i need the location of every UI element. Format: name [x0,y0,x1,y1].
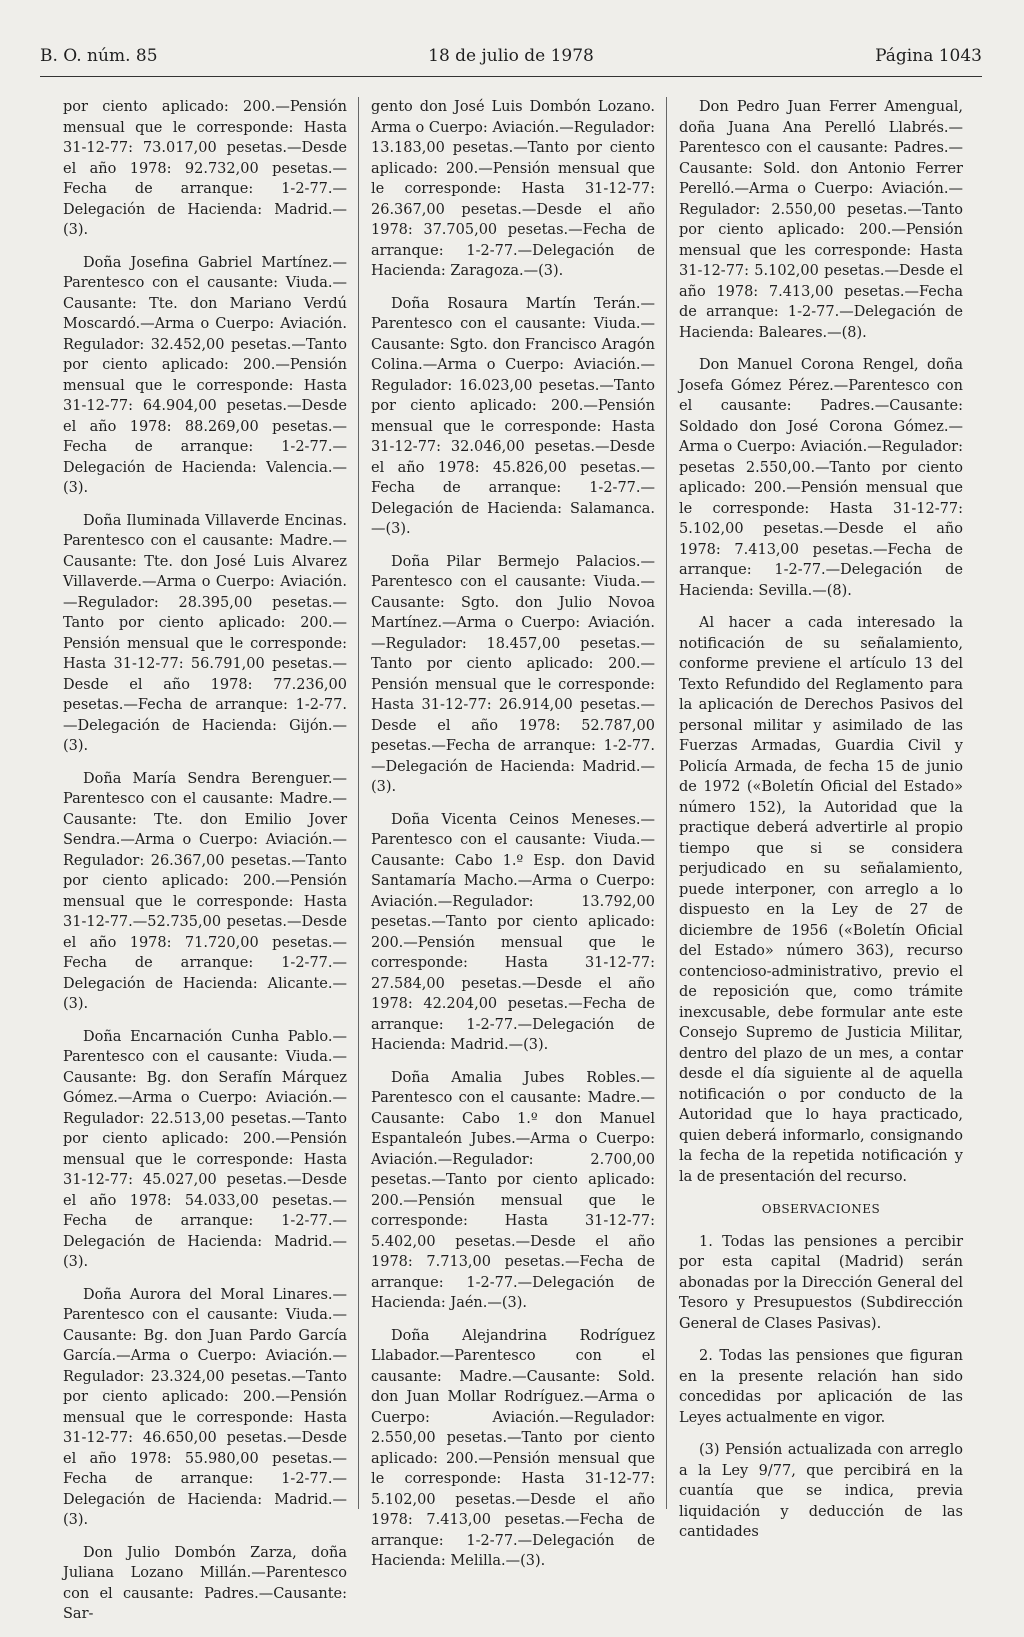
column-divider [358,97,359,1509]
text-column-1 [63,97,347,1637]
header-rule [40,76,982,77]
observation-item: 2. Todas las pensiones que figuran en la presente relación han sido concedidas por aplicación de las Leyes actualmente en vigor. [679,1348,963,1426]
paragraph: Doña Josefina Gabriel Martínez.—Parentesco con el causante: Viuda.—Causante: Tte. don Mariano Verdú Moscardó.—Arma o Cuerpo: Aviación. Regulador: 32.452,00 pesetas.—Tanto por ciento aplicado: 200.—Pensión mensual que le corresponde: Hasta 31-12-77: 64.904,00 pesetas.—Desde el año 1978: 88.269,00 pesetas.—Fecha de arranque: 1-2-77.—Delegación de Hacienda: Valencia.—(3). [63,254,347,496]
paragraph: por ciento aplicado: 200.—Pensión mensual que le corresponde: Hasta 31-12-77: 73.017,00 pesetas.—Desde el año 1978: 92.732,00 pesetas.—Fecha de arranque: 1-2-77.—Delegación de Hacienda: Madrid.—(3). [63,99,347,238]
paragraph: Al hacer a cada interesado la notificación de su señalamiento, conforme previene el artículo 13 del Texto Refundido del Reglamento para la aplicación de Derechos Pasivos del personal militar y asimilado de las Fuerzas Armadas, Guardia Civil y Policía Armada, de fecha 15 de junio de 1972 («Boletín Oficial del Estado» número 152), la Autoridad que la practique deberá advertirle al propio tiempo que si se considera perjudicado en su señalamiento, puede interponer, con arreglo a lo dispuesto en la Ley de 27 de diciembre de 1956 («Boletín Oficial del Estado» número 363), recurso contencioso-administrativo, previo el de reposición que, como trámite inexcusable, debe formular ante este Consejo Supremo de Justicia Militar, dentro del plazo de un mes, a contar desde el día siguiente al de aquella notificación o por conducto de la Autoridad que lo haya practicado, quien deberá informarlo, consignando la fecha de la repetida notificación y la de presentación del recurso. [679,615,963,1185]
observation-item: (3) Pensión actualizada con arreglo a la Ley 9/77, que percibirá en la cuantía que se indica, previa liquidación y deducción de las cantidades [679,1442,963,1540]
paragraph: gento don José Luis Dombón Lozano. Arma o Cuerpo: Aviación.—Regulador: 13.183,00 pesetas.—Tanto por ciento aplicado: 200.—Pensión mensual que le corresponde: Hasta 31-12-77: 26.367,00 pesetas.—Desde el año 1978: 37.705,00 pesetas.—Fecha de arranque: 1-2-77.—Delegación de Hacienda: Zaragoza.—(3). [371,99,655,279]
paragraph: Don Pedro Juan Ferrer Amengual, doña Juana Ana Perelló Llabrés.—Parentesco con el causante: Padres.—Causante: Sold. don Antonio Ferrer Perelló.—Arma o Cuerpo: Aviación.—Regulador: 2.550,00 pesetas.—Tanto por ciento aplicado: 200.—Pensión mensual que les corresponde: Hasta 31-12-77: 5.102,00 pesetas.—Desde el año 1978: 7.413,00 pesetas.—Fecha de arranque: 1-2-77.—Delegación de Hacienda: Baleares.—(8). [679,99,963,341]
issue-number: B. O. núm. 85 [40,46,158,66]
page-number: Página 1043 [875,46,982,66]
paragraph: Doña Aurora del Moral Linares.—Parentesco con el causante: Viuda.—Causante: Bg. don Juan Pardo García García.—Arma o Cuerpo: Aviación.—Regulador: 23.324,00 pesetas.—Tanto por ciento aplicado: 200.—Pensión mensual que le corresponde: Hasta 31-12-77: 46.650,00 pesetas.—Desde el año 1978: 55.980,00 pesetas.—Fecha de arranque: 1-2-77.—Delegación de Hacienda: Madrid.—(3). [63,1286,347,1528]
paragraph: Don Manuel Corona Rengel, doña Josefa Gómez Pérez.—Parentesco con el causante: Padres.—Causante: Soldado don José Corona Gómez.—Arma o Cuerpo: Aviación.—Regulador: pesetas 2.550,00.—Tanto por ciento aplicado: 200.—Pensión mensual que le corresponde: Hasta 31-12-77: 5.102,00 pesetas.—Desde el año 1978: 7.413,00 pesetas.—Fecha de arranque: 1-2-77.—Delegación de Hacienda: Sevilla.—(8). [679,357,963,599]
paragraph: Don Julio Dombón Zarza, doña Juliana Lozano Millán.—Parentesco con el causante: Padres.—Causante: Sar- [63,1544,347,1622]
text-column-3 [679,97,963,1555]
paragraph: Doña Encarnación Cunha Pablo.—Parentesco con el causante: Viuda.—Causante: Bg. don Serafín Márquez Gómez.—Arma o Cuerpo: Aviación.—Regulador: 22.513,00 pesetas.—Tanto por ciento aplicado: 200.—Pensión mensual que le corresponde: Hasta 31-12-77: 45.027,00 pesetas.—Desde el año 1978: 54.033,00 pesetas.—Fecha de arranque: 1-2-77.—Delegación de Hacienda: Madrid.—(3). [63,1028,347,1270]
paragraph: Doña María Sendra Berenguer.—Parentesco con el causante: Madre.—Causante: Tte. don Emilio Jover Sendra.—Arma o Cuerpo: Aviación.—Regulador: 26.367,00 pesetas.—Tanto por ciento aplicado: 200.—Pensión mensual que le corresponde: Hasta 31-12-77.—52.735,00 pesetas.—Desde el año 1978: 71.720,00 pesetas.—Fecha de arranque: 1-2-77.—Delegación de Hacienda: Alicante.—(3). [63,770,347,1012]
observation-item: 1. Todas las pensiones a percibir por esta capital (Madrid) serán abonadas por la Dirección General del Tesoro y Presupuestos (Subdirección General de Clases Pasivas). [679,1233,963,1332]
paragraph: Doña Amalia Jubes Robles.—Parentesco con el causante: Madre.—Causante: Cabo 1.º don Manuel Espantaleón Jubes.—Arma o Cuerpo: Aviación.—Regulador: 2.700,00 pesetas.—Tanto por ciento aplicado: 200.—Pensión mensual que le corresponde: Hasta 31-12-77: 5.402,00 pesetas.—Desde el año 1978: 7.713,00 pesetas.—Fecha de arranque: 1-2-77.—Delegación de Hacienda: Jaén.—(3). [371,1069,655,1311]
text-column-2 [371,97,655,1584]
issue-date: 18 de julio de 1978 [428,46,594,66]
paragraph: Doña Iluminada Villaverde Encinas. Parentesco con el causante: Madre.—Causante: Tte. don José Luis Alvarez Villaverde.—Arma o Cuerpo: Aviación.—Regulador: 28.395,00 pesetas.—Tanto por ciento aplicado: 200.—Pensión mensual que le corresponde: Hasta 31-12-77: 56.791,00 pesetas.—Desde el año 1978: 77.236,00 pesetas.—Fecha de arranque: 1-2-77.—Delegación de Hacienda: Gijón.—(3). [63,512,347,754]
paragraph: Doña Pilar Bermejo Palacios.—Parentesco con el causante: Viuda.—Causante: Sgto. don Julio Novoa Martínez.—Arma o Cuerpo: Aviación.—Regulador: 18.457,00 pesetas.—Tanto por ciento aplicado: 200.—Pensión mensual que le corresponde: Hasta 31-12-77: 26.914,00 pesetas.—Desde el año 1978: 52.787,00 pesetas.—Fecha de arranque: 1-2-77.—Delegación de Hacienda: Madrid.—(3). [371,553,655,795]
paragraph: Doña Vicenta Ceinos Meneses.—Parentesco con el causante: Viuda.—Causante: Cabo 1.º Esp. don David Santamaría Macho.—Arma o Cuerpo: Aviación.—Regulador: 13.792,00 pesetas.—Tanto por ciento aplicado: 200.—Pensión mensual que le corresponde: Hasta 31-12-77: 27.584,00 pesetas.—Desde el año 1978: 42.204,00 pesetas.—Fecha de arranque: 1-2-77.—Delegación de Hacienda: Madrid.—(3). [371,811,655,1053]
page-header [40,46,982,70]
paragraph: Doña Rosaura Martín Terán.—Parentesco con el causante: Viuda.—Causante: Sgto. don Francisco Aragón Colina.—Arma o Cuerpo: Aviación.—Regulador: 16.023,00 pesetas.—Tanto por ciento aplicado: 200.—Pensión mensual que le corresponde: Hasta 31-12-77: 32.046,00 pesetas.—Desde el año 1978: 45.826,00 pesetas.—Fecha de arranque: 1-2-77.—Delegación de Hacienda: Salamanca.—(3). [371,295,655,537]
section-title: OBSERVACIONES [761,1202,881,1216]
column-divider [666,97,667,1509]
paragraph: Doña Alejandrina Rodríguez Llabador.—Parentesco con el causante: Madre.—Causante: Sold. don Juan Mollar Rodríguez.—Arma o Cuerpo: Aviación.—Regulador: 2.550,00 pesetas.—Tanto por ciento aplicado: 200.—Pensión mensual que le corresponde: Hasta 31-12-77: 5.102,00 pesetas.—Desde el año 1978: 7.413,00 pesetas.—Fecha de arranque: 1-2-77.—Delegación de Hacienda: Melilla.—(3). [371,1327,655,1569]
